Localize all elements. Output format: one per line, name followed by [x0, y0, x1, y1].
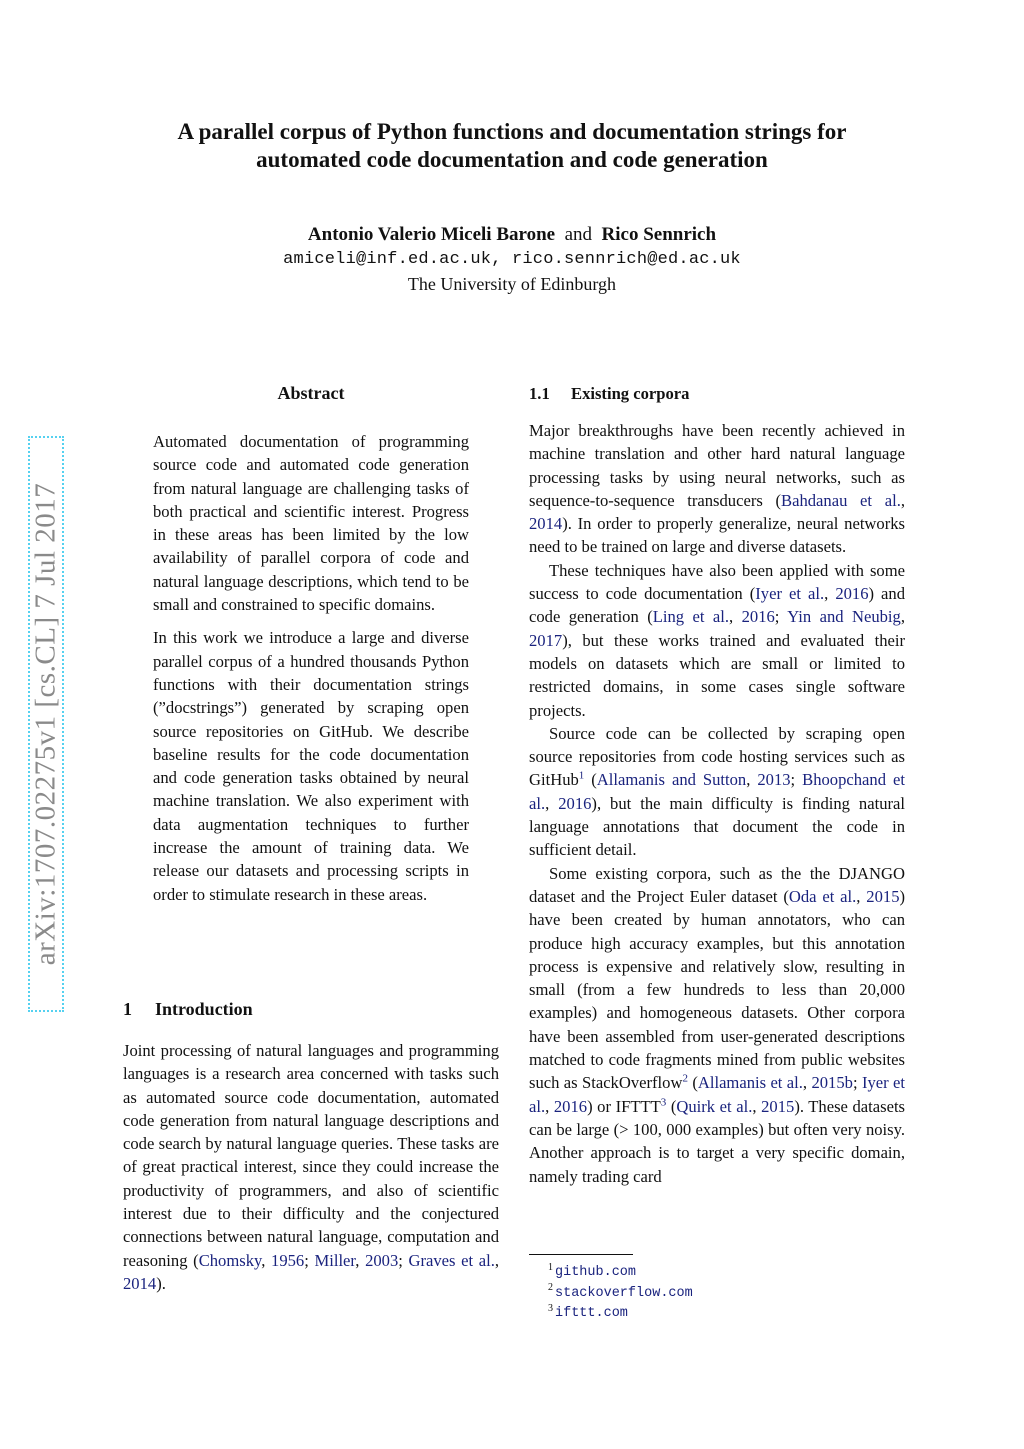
text-span: Source code can be collected by scraping open source repositories from code hosting services such as GitHub	[529, 723, 905, 790]
citation-ling-year[interactable]: 2016	[741, 607, 775, 627]
text-span: Some existing corpora, such as the the DJANGO dataset and the Project Euler dataset (	[529, 863, 905, 906]
text-span: Major breakthroughs have been recently achieved in machine translation and other hard natural language processing tasks by using neural networks, such as sequence-to-sequence transducers (	[529, 421, 905, 510]
footnote-mark: 1	[548, 1261, 553, 1273]
subsection-heading	[529, 384, 689, 404]
citation-bhoopchand[interactable]: Bhoopchand et al.	[529, 770, 905, 813]
text-span: ) and code generation (	[529, 584, 906, 627]
footnote-ref-1[interactable]: 1	[578, 769, 585, 782]
citation-iyer[interactable]: Iyer et al.	[755, 584, 825, 604]
text-span: These techniques have also been applied with some success to code documentation (	[529, 560, 905, 604]
citation-allamanis-sutton-year[interactable]: 2013	[757, 770, 791, 790]
abstract-paragraph-2: In this work we introduce a large and diverse parallel corpus of a hundred thousands Python functions with their documentation strings (”docstrings”) generated by scraping open source repositories on GitHub. We describe baseline results for the code documentation and code generation tasks obtained by neural machine translation. We also experiment with data augmentation techniques to further increase the amount of training data. We release our datasets and processing scripts in order to stimulate research in these areas.	[153, 628, 469, 904]
footnote-mark: 2	[548, 1282, 553, 1293]
corpora-paragraph-2: These techniques have also been applied with some success to code documentation (Iyer et al., 2016) and code generation (Ling et al., 2016; Yin and Neubig, 2017), but these works trained and evaluated their models on datasets which are small or limited to restricted domains, in some cases single software projects.	[529, 560, 906, 720]
citation-chomsky-year[interactable]: 1956	[271, 1250, 305, 1270]
author-emails: amiceli@inf.ed.ac.uk, rico.sennrich@ed.ac.uk	[283, 250, 741, 269]
citation-iyer-2-year[interactable]: 2016	[553, 1096, 588, 1116]
intro-number: 1	[123, 999, 132, 1019]
arxiv-id: arXiv:1707.02275v1 [cs.CL] 7 Jul 2017	[29, 482, 62, 966]
footnote-link-stackoverflow[interactable]: stackoverflow.com	[555, 1285, 693, 1301]
intro-title: Introduction	[155, 999, 253, 1019]
intro-body	[123, 1039, 499, 1295]
citation-yin-year[interactable]: 2017	[529, 630, 563, 650]
citation-allamanis-2015[interactable]: Allamanis et al.	[697, 1073, 803, 1093]
citation-allamanis-sutton[interactable]: Allamanis and Sutton	[596, 770, 747, 790]
text-span: ), but these works trained and evaluated their models on datasets which are small or limited to restricted domains, in some cases single software projects.	[529, 630, 905, 720]
abstract-paragraph-1: Automated documentation of programming source code and automated code generation from natural language are challenging tasks of both practical and scientific interest. Progress in these areas has been limited by the low availability of parallel corpora of code and natural language descriptions, which tend to be small and constrained to specific domains.	[153, 432, 469, 615]
citation-bahdanau-year[interactable]: 2014	[529, 514, 563, 534]
subsection-number: 1.1	[529, 384, 550, 403]
citation-oda-year[interactable]: 2015	[866, 886, 900, 906]
affiliation: The University of Edinburgh	[407, 274, 617, 294]
citation-graves[interactable]: Graves et al.	[408, 1250, 495, 1270]
footnote-1	[548, 1262, 693, 1283]
intro-heading	[123, 999, 253, 1020]
citation-allamanis-2015-year[interactable]: 2015b	[811, 1073, 853, 1093]
corpora-paragraph-1: Major breakthroughs have been recently achieved in machine translation and other hard natural language processing tasks by using neural networks, such as sequence-to-sequence transducers (Bahdanau et al., 2014). In order to properly generalize, neural networks need to be trained on large and diverse datasets.	[529, 421, 905, 557]
citation-iyer-year[interactable]: 2016	[835, 584, 869, 604]
citation-bahdanau[interactable]: Bahdanau et al.	[781, 490, 901, 510]
authors	[120, 222, 904, 247]
citation-yin[interactable]: Yin and Neubig	[787, 607, 901, 627]
arxiv-stamp	[28, 436, 64, 1012]
footnotes	[548, 1262, 693, 1324]
footnote-ref-2[interactable]: 2	[682, 1072, 688, 1085]
citation-ling[interactable]: Ling et al.	[652, 607, 730, 627]
paper-title	[120, 118, 904, 174]
intro-text: Joint processing of natural languages and programming languages is a research area concerned with tasks such as automated source code documentation, automated code generation from natural language descriptions and code search by natural language queries. These tasks are of great practical interest, since they could increase the productivity of programmers, and also of scientific interest due to their difficulty and the conjectured connections between natural language, computation and reasoning (	[123, 1041, 499, 1270]
author-and: and	[564, 224, 593, 245]
citation-bhoopchand-year[interactable]: 2016	[558, 793, 592, 813]
text-span: ). In order to properly generalize, neural networks need to be trained on large and diverse datasets.	[529, 514, 905, 557]
citation-quirk-year[interactable]: 2015	[761, 1096, 795, 1116]
corpora-paragraph-4: Some existing corpora, such as the the DJANGO dataset and the Project Euler dataset (Oda et al., 2015) have been created by human annotators, who can produce high accuracy examples, but this annotation process is expensive and relatively slow, resulting in small (from a few hundreds to less than 20,000 examples) and homogeneous datasets. Other corpora have been assembled from user-generated descriptions matched to code fragments mined from public websites such as StackOverflow$^2$ (Allamanis et al., 2015b; Iyer et al., 2016) or IFTTT$^3$ (Quirk et al., 2015). These datasets can be large (> 100, 000 examples) but often very noisy. Another approach is to target a very specific domain, namely trading card	[529, 863, 906, 1186]
subsection-title: Existing corpora	[571, 384, 690, 403]
footnote-2	[548, 1283, 693, 1304]
title-line-1: A parallel corpus of Python functions and documentation strings for	[177, 119, 847, 144]
citation-miller-year[interactable]: 2003	[365, 1250, 399, 1270]
abstract-body	[153, 430, 469, 906]
abstract-heading: Abstract	[277, 383, 345, 403]
intro-end: ).	[156, 1273, 166, 1293]
citation-graves-year[interactable]: 2014	[123, 1273, 157, 1293]
author-2: Rico Sennrich	[601, 224, 717, 245]
existing-corpora-body	[529, 419, 905, 1188]
footnote-3	[548, 1303, 693, 1324]
citation-iyer-2[interactable]: Iyer et al.	[529, 1073, 906, 1116]
title-line-2: automated code documentation and code generation	[256, 147, 768, 172]
citation-oda[interactable]: Oda et al.	[788, 886, 857, 906]
citation-chomsky[interactable]: Chomsky	[198, 1250, 262, 1270]
footnote-ref-3[interactable]: 3	[660, 1096, 667, 1109]
text-span: ). These datasets can be large (> 100, 000 examples) but often very noisy. Another approach is to target a very specific domain, namely trading card	[529, 1096, 906, 1186]
text-span: ) or IFTTT	[587, 1096, 661, 1116]
citation-miller[interactable]: Miller	[314, 1250, 356, 1270]
footnote-divider	[529, 1254, 633, 1255]
footnote-mark: 3	[548, 1302, 553, 1314]
footnote-link-github[interactable]: github.com	[555, 1265, 637, 1280]
author-1: Antonio Valerio Miceli Barone	[307, 224, 556, 245]
intro-paragraph: Joint processing of natural languages and programming languages is a research area concerned with tasks such as automated source code documentation, automated code generation from natural language descriptions and code search by natural language queries. These tasks are of great practical interest, since they could increase the productivity of programmers, and also of scientific interest due to their difficulty and the conjectured connections between natural language, computation and reasoning (Chomsky, 1956; Miller, 2003; Graves et al., 2014).	[123, 1041, 500, 1293]
citation-quirk[interactable]: Quirk et al.	[676, 1096, 753, 1116]
footnote-link-ifttt[interactable]: ifttt.com	[555, 1306, 628, 1321]
text-span: ) have been created by human annotators, who can produce high accuracy examples, but this annotation process is expensive and relatively slow, resulting in small (from a few hundreds to less than 20,000 examples) and homogeneous datasets. Other corpora have been assembled from user-generated descriptions matched to code fragments mined from public websites such as StackOverflow	[529, 886, 906, 1093]
corpora-paragraph-3: Source code can be collected by scraping open source repositories from code hosting services such as GitHub$^1$ (Allamanis and Sutton, 2013; Bhoopchand et al., 2016), but the main difficulty is finding natural language annotations that document the code in sufficient detail.	[529, 723, 905, 860]
text-span: ), but the main difficulty is finding natural language annotations that document the code in sufficient detail.	[529, 793, 905, 860]
